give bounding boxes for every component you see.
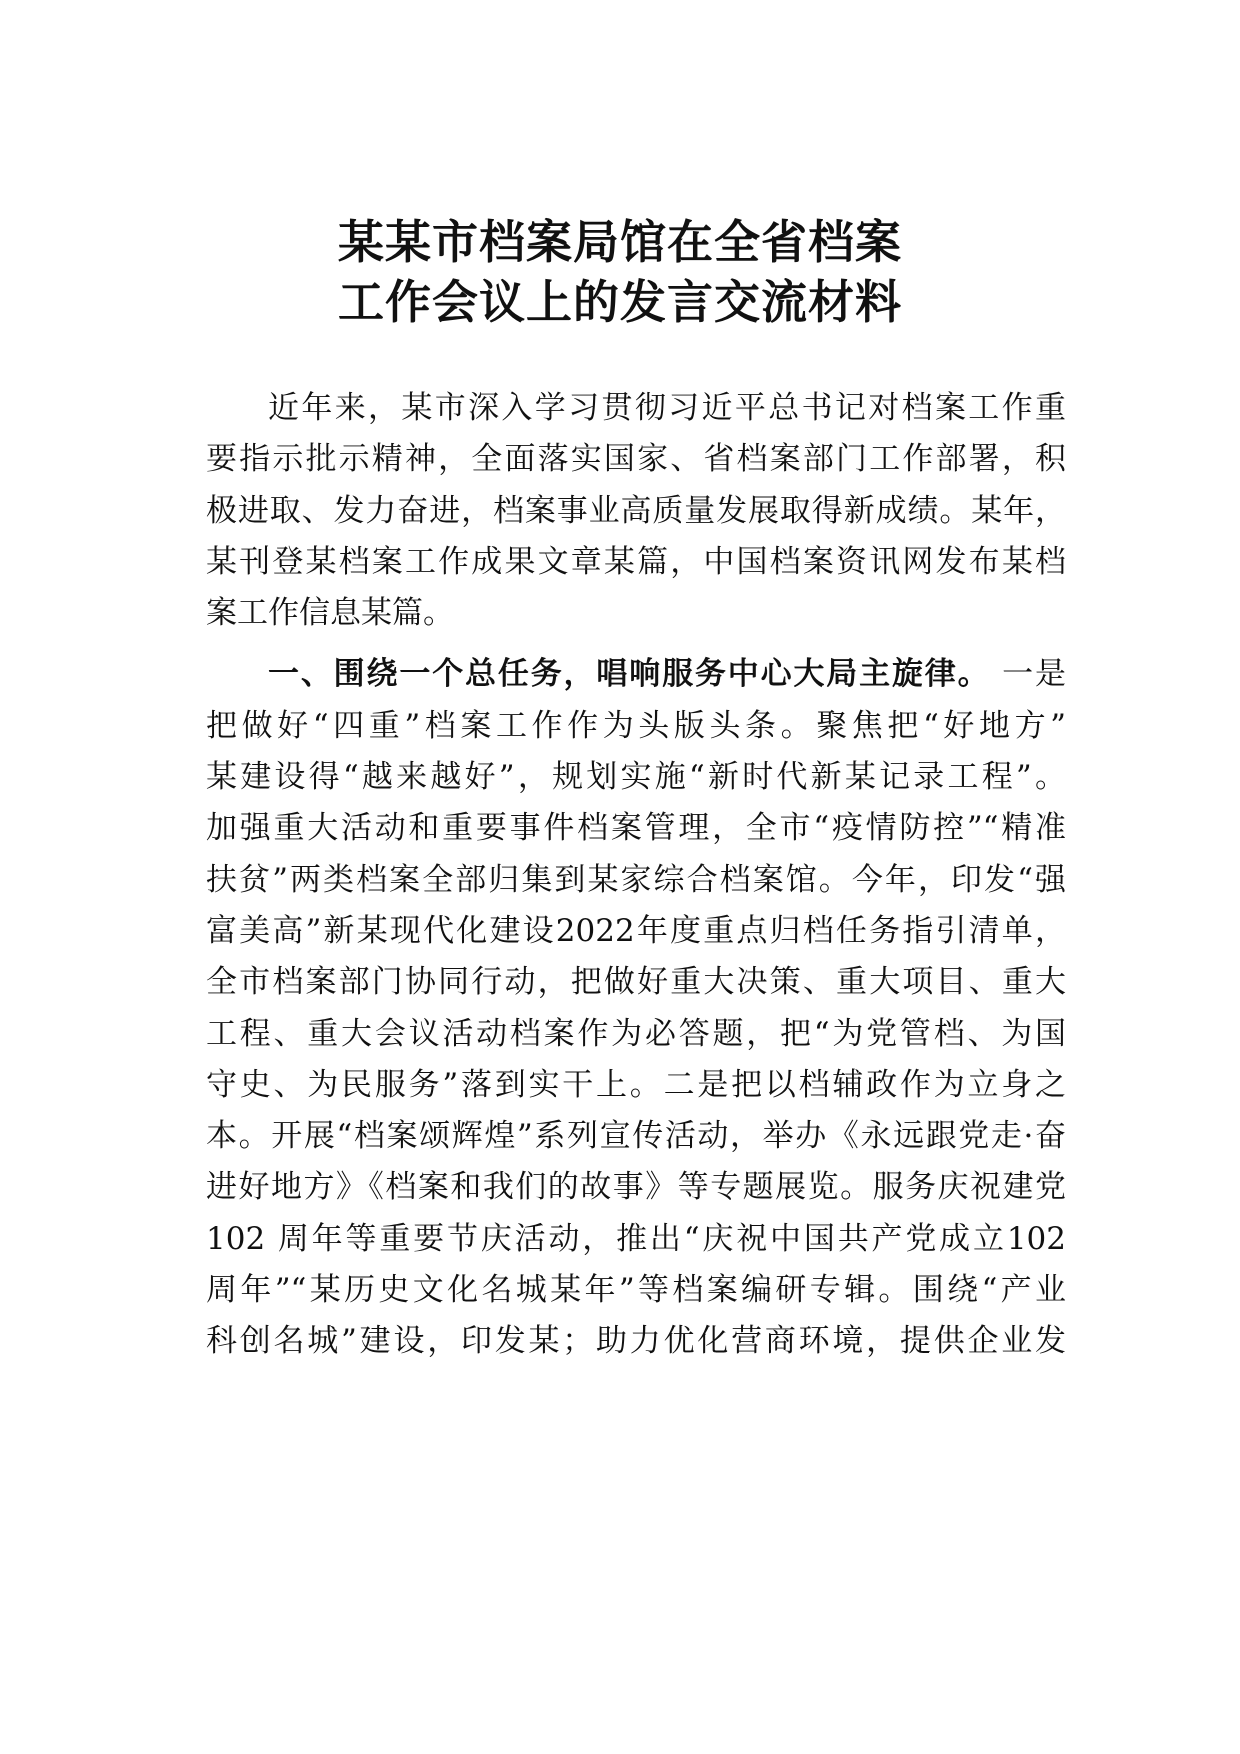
section-1-line: 加强重大活动和重要事件档案管理，全市“疫情防控”“精准 — [206, 810, 1066, 847]
section-1-line: 把做好“四重”档案工作作为头版头条。聚焦把“好地方” — [206, 707, 1066, 744]
section-1-paragraph — [206, 649, 1066, 1367]
document-body — [206, 383, 1066, 1368]
intro-line: 要指示批示精神，全面落实国家、省档案部门工作部署，积 — [206, 441, 1066, 478]
section-1-line: 102 周年等重要节庆活动，推出“庆祝中国共产党成立102 — [206, 1220, 1066, 1257]
paragraph-gap — [206, 639, 1066, 649]
section-1-line: 进好地方》《档案和我们的故事》等专题展览。服务庆祝建党 — [206, 1169, 1066, 1206]
section-1-line: 周年”“某历史文化名城某年”等档案编研专辑。围绕“产业 — [206, 1272, 1066, 1309]
section-1-line: 某建设得“越来越好”，规划实施“新时代新某记录工程”。 — [206, 759, 1066, 796]
title-line-1: 某某市档案局馆在全省档案 — [338, 215, 902, 269]
section-1-first-line-rest: 一是 — [1002, 656, 1067, 693]
section-1-line: 工程、重大会议活动档案作为必答题，把“为党管档、为国 — [206, 1015, 1066, 1052]
intro-line: 极进取、发力奋进，档案事业高质量发展取得新成绩。某年， — [206, 492, 1066, 529]
section-1-first-line — [206, 649, 1066, 700]
title-line-2: 工作会议上的发言交流材料 — [338, 275, 902, 329]
intro-line: 近年来，某市深入学习贯彻习近平总书记对档案工作重 — [268, 390, 1066, 426]
section-1-heading: 一、围绕一个总任务，唱响服务中心大局主旋律。 — [268, 656, 991, 693]
section-1-line: 科创名城”建设，印发某；助力优化营商环境，提供企业发 — [206, 1323, 1066, 1360]
intro-paragraph — [206, 383, 1066, 639]
section-1-line: 扶贫”两类档案全部归集到某家综合档案馆。今年，印发“强 — [206, 861, 1066, 898]
section-1-line: 守史、为民服务”落到实干上。二是把以档辅政作为立身之 — [206, 1066, 1066, 1103]
section-1-line: 富美高”新某现代化建设2022年度重点归档任务指引清单， — [206, 912, 1066, 949]
intro-line: 某刊登某档案工作成果文章某篇，中国档案资讯网发布某档 — [206, 543, 1066, 580]
intro-line: 案工作信息某篇。 — [206, 595, 454, 632]
section-1-line: 全市档案部门协同行动，把做好重大决策、重大项目、重大 — [206, 964, 1066, 1001]
section-1-line: 本。开展“档案颂辉煌”系列宣传活动，举办《永远跟党走·奋 — [206, 1118, 1066, 1155]
document-title — [0, 212, 1240, 332]
